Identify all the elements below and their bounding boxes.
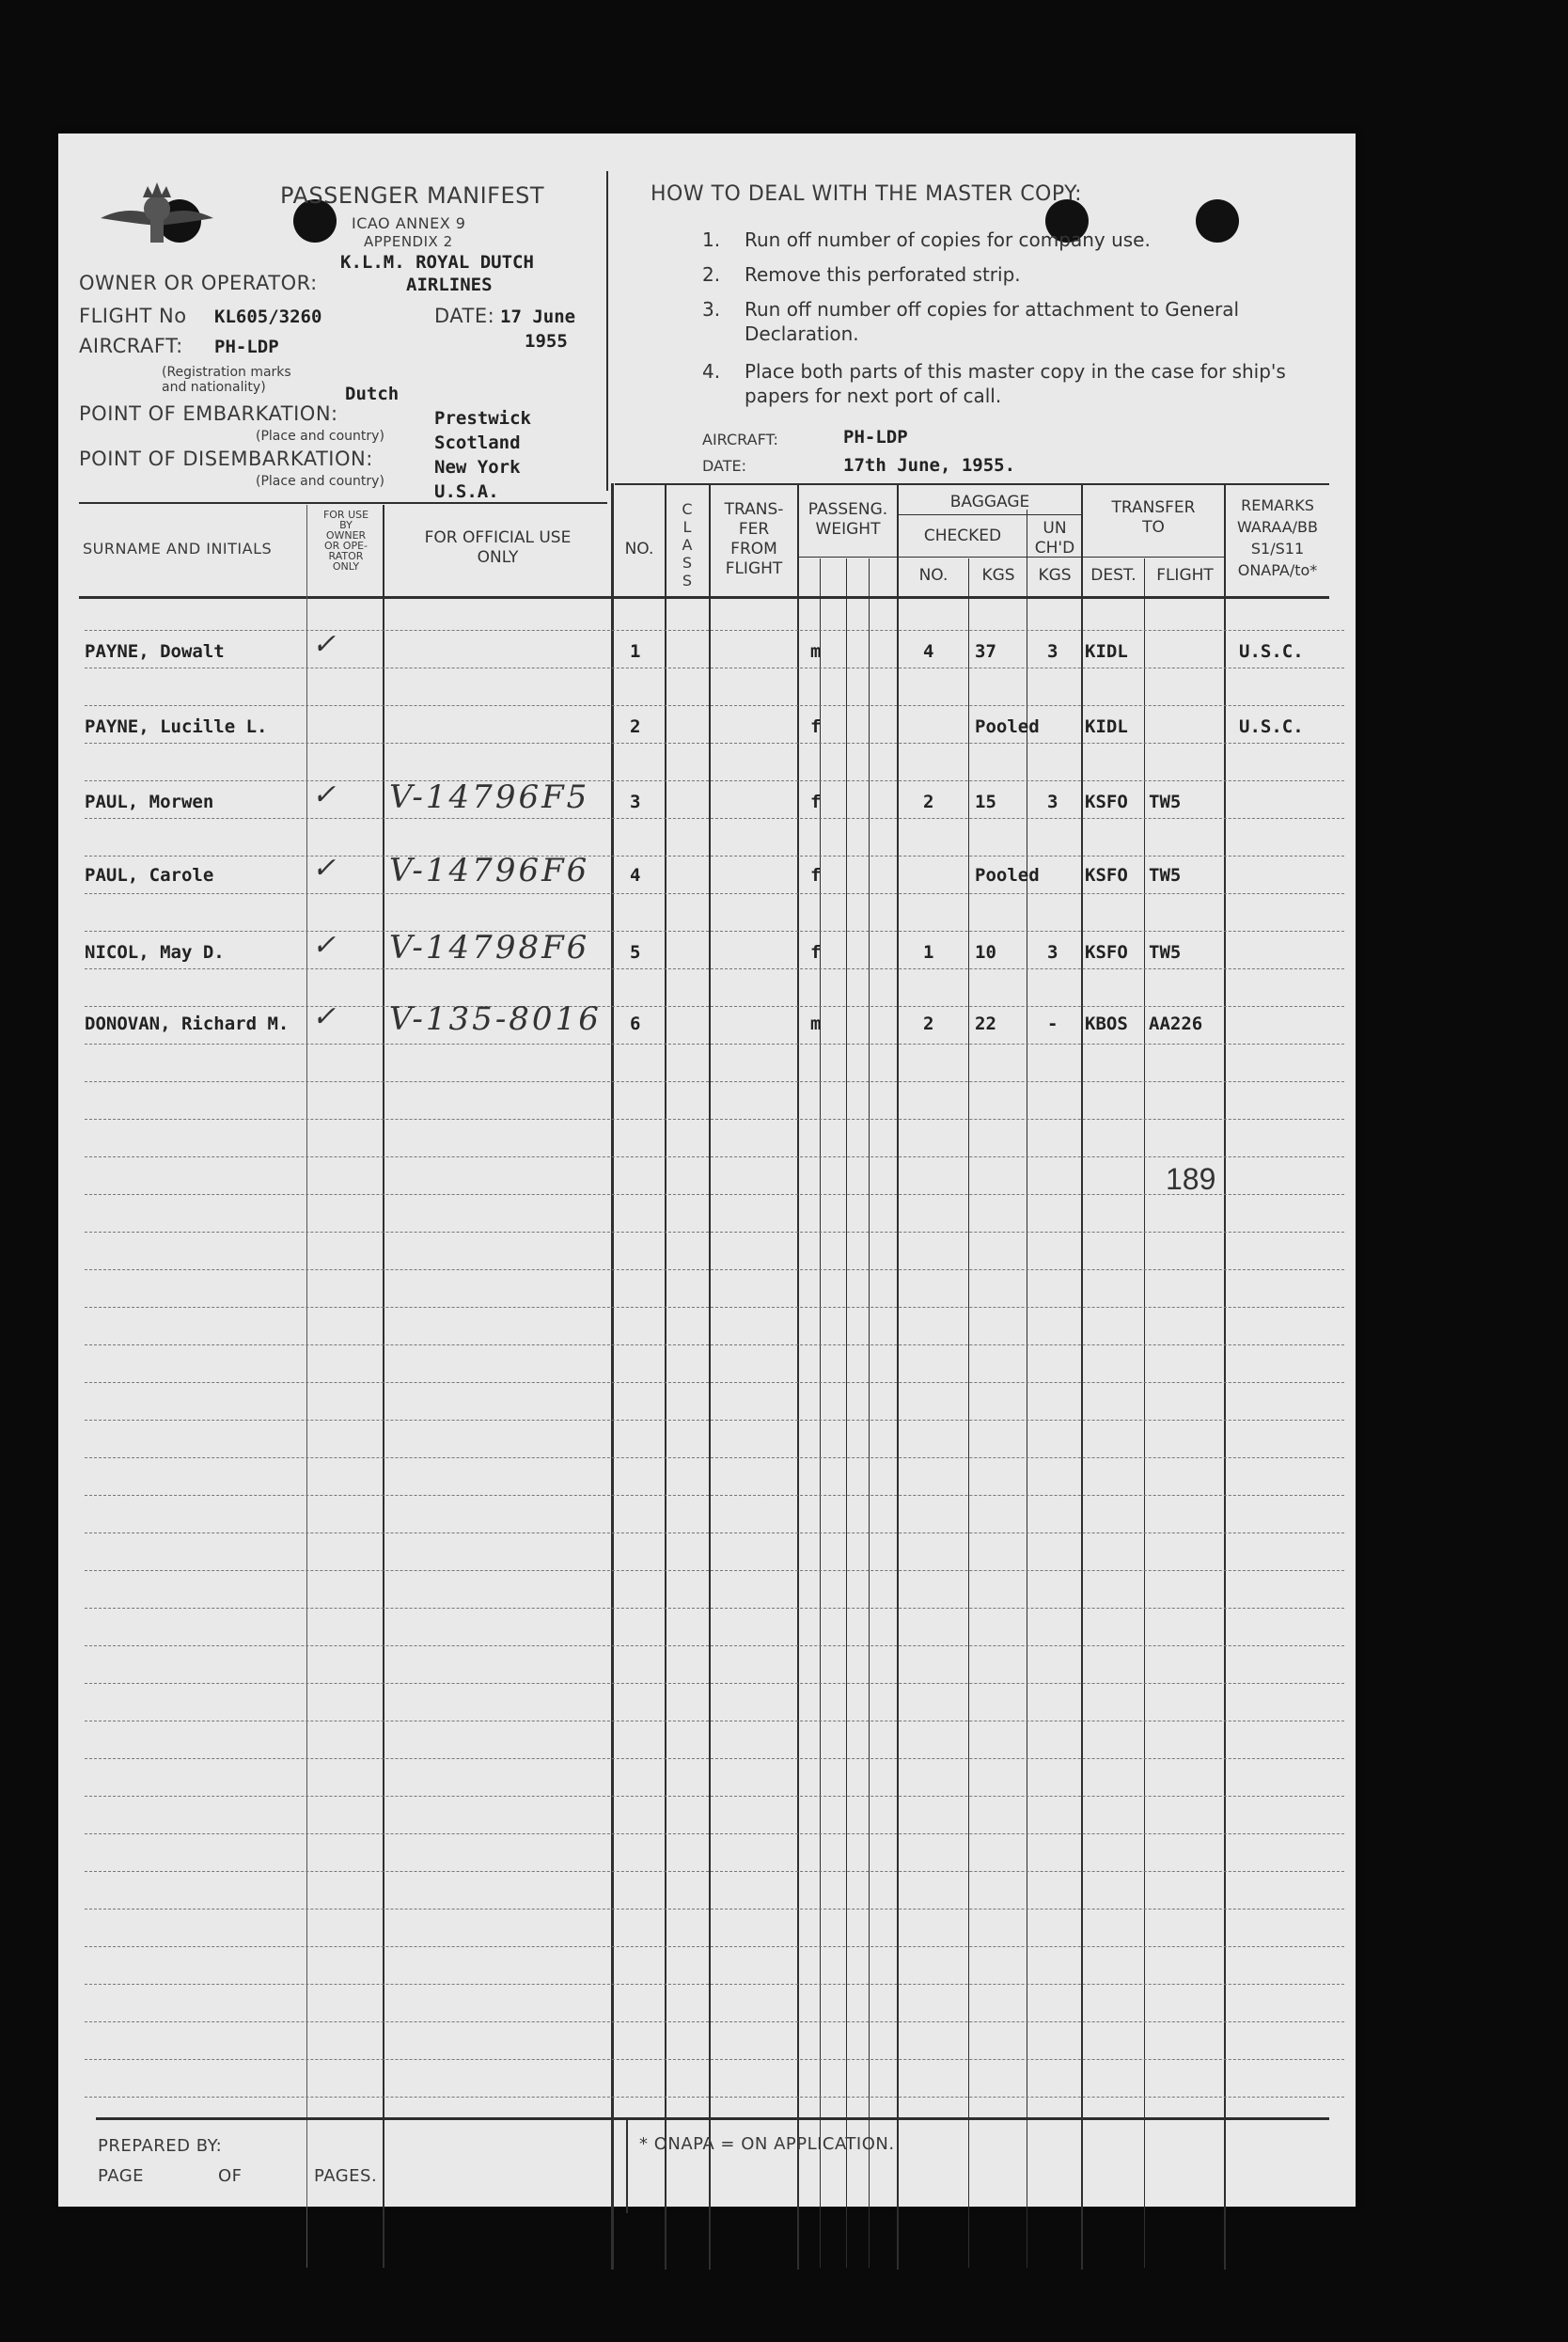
registration-note-2: and nationality)	[162, 380, 266, 395]
nationality-value: Dutch	[345, 384, 400, 404]
cell-flight: AA226	[1149, 1014, 1203, 1034]
instruction-number: 2.	[702, 263, 721, 286]
col-class-letter: L	[682, 518, 692, 536]
subcol-line	[869, 558, 870, 2268]
col-transfer-from-line: TRANS-	[724, 500, 784, 519]
cell-unchd: -	[1047, 1014, 1058, 1034]
col-flight: FLIGHT	[1156, 566, 1214, 585]
col-line	[1224, 483, 1226, 2270]
column-header-rule	[79, 596, 1329, 599]
col-remarks-line: S1/S11	[1250, 540, 1305, 558]
cell-name: PAYNE, Dowalt	[85, 641, 225, 662]
subtitle-appendix: APPENDIX 2	[364, 233, 453, 250]
cell-weight: f	[810, 716, 822, 737]
col-surname: SURNAME AND INITIALS	[83, 540, 273, 558]
cell-weight: f	[810, 865, 822, 886]
disembarkation-note: (Place and country)	[256, 474, 384, 489]
col-remarks-line: WARAA/BB	[1236, 518, 1319, 536]
subcol-line	[846, 558, 847, 2268]
cell-kgs: Pooled	[975, 716, 1040, 737]
cell-no: 5	[630, 942, 641, 963]
registration-note-1: (Registration marks	[162, 365, 291, 380]
row-rule	[85, 1119, 1344, 1120]
row-rule	[85, 931, 1344, 932]
col-line	[897, 483, 899, 2270]
cell-kgs: 37	[975, 641, 996, 662]
col-remarks-line: REMARKS	[1241, 496, 1314, 514]
disembarkation-value-2: U.S.A.	[434, 481, 499, 502]
cell-check: ✓	[312, 628, 339, 661]
col-class-letter: C	[682, 500, 693, 518]
col-unchd-line: UN	[1043, 519, 1067, 538]
row-rule	[85, 1382, 1344, 1383]
instr-aircraft-label: AIRCRAFT:	[702, 431, 778, 448]
col-remarks	[1226, 495, 1329, 581]
instruction-text: Place both parts of this master copy in the case for ship's	[745, 360, 1286, 383]
col-owner-use-line: ONLY	[332, 560, 360, 573]
aircraft-value: PH-LDP	[214, 337, 279, 357]
cell-remarks: U.S.C.	[1239, 716, 1304, 737]
row-rule	[85, 1344, 1344, 1345]
instr-date-value: 17th June, 1955.	[843, 455, 1016, 476]
cell-weight: f	[810, 792, 822, 812]
cell-bag-no: 4	[923, 641, 934, 662]
row-rule	[85, 1946, 1344, 1947]
owner-label: OWNER OR OPERATOR:	[79, 272, 318, 294]
col-owner-use-line: FOR USE	[322, 509, 369, 521]
instruction-text: Run off number of copies for company use.	[745, 228, 1151, 251]
instruction-number: 3.	[702, 298, 721, 321]
cell-check: ✓	[312, 778, 339, 811]
cell-dest: KIDL	[1085, 716, 1128, 737]
col-owner-use-line: BY	[339, 519, 353, 531]
subheader-rule	[799, 557, 897, 558]
row-rule	[85, 856, 1344, 857]
prepared-by-label: PREPARED BY:	[98, 2136, 223, 2156]
col-remarks-line: ONAPA/to*	[1237, 561, 1318, 579]
row-rule	[85, 630, 1344, 631]
col-class	[667, 500, 707, 589]
col-unchd-line: CH'D	[1034, 539, 1075, 558]
header-divider	[606, 171, 608, 491]
col-transfer-from-line: FLIGHT	[725, 559, 783, 578]
cell-name: DONOVAN, Richard M.	[85, 1014, 290, 1034]
row-rule	[85, 1269, 1344, 1270]
col-class-letter: S	[682, 554, 693, 572]
col-official-use-line: ONLY	[477, 548, 519, 567]
disembarkation-value-1: New York	[434, 457, 521, 478]
cell-flight: TW5	[1149, 942, 1182, 963]
cell-kgs: 15	[975, 792, 996, 812]
baggage-rule	[899, 514, 1081, 515]
row-rule	[85, 2021, 1344, 2022]
col-official-use-line: FOR OFFICIAL USE	[424, 528, 572, 547]
header-rule-right	[615, 483, 1329, 485]
row-rule	[85, 1044, 1344, 1045]
col-line	[797, 483, 799, 2270]
subcol-line	[968, 558, 969, 2268]
cell-kgs: 22	[975, 1014, 996, 1034]
cell-kgs: 10	[975, 942, 996, 963]
disembarkation-label: POINT OF DISEMBARKATION:	[79, 448, 373, 470]
pages-label: PAGES.	[314, 2166, 378, 2186]
cell-weight: m	[810, 1014, 822, 1034]
row-rule	[85, 968, 1344, 969]
date-value-1: 17 June	[500, 307, 576, 327]
instruction-number: 1.	[702, 228, 721, 251]
col-line	[306, 505, 307, 2268]
manifest-sheet	[58, 134, 1356, 2207]
cell-dest: KBOS	[1085, 1014, 1128, 1034]
col-unchd-kgs: KGS	[1038, 566, 1072, 585]
row-rule	[85, 1194, 1344, 1195]
flight-label: FLIGHT No	[79, 305, 187, 327]
row-rule	[85, 1232, 1344, 1233]
aircraft-label: AIRCRAFT:	[79, 335, 183, 357]
flight-value: KL605/3260	[214, 307, 322, 327]
date-label: DATE:	[434, 305, 495, 327]
col-checked: CHECKED	[923, 527, 1002, 545]
col-no: NO.	[624, 540, 654, 558]
row-rule	[85, 818, 1344, 819]
col-passeng-weight-line: WEIGHT	[815, 520, 881, 539]
col-owner-use-line: OWNER	[325, 529, 367, 542]
instruction-text-2: Declaration.	[745, 322, 859, 345]
row-rule	[85, 780, 1344, 781]
instruction-text: Remove this perforated strip.	[745, 263, 1021, 286]
cell-check: ✓	[312, 929, 339, 962]
cell-no: 6	[630, 1014, 641, 1034]
row-rule	[85, 1871, 1344, 1872]
embarkation-value-1: Prestwick	[434, 408, 531, 429]
page-label: PAGE	[98, 2166, 145, 2186]
embarkation-label: POINT OF EMBARKATION:	[79, 402, 338, 425]
header-rule-left	[79, 502, 607, 504]
subcol-line	[1144, 558, 1145, 2268]
cell-official: V-14796F6	[389, 852, 590, 889]
instructions-title: HOW TO DEAL WITH THE MASTER COPY:	[651, 182, 1083, 206]
cell-weight: m	[810, 641, 822, 662]
col-class-letter: A	[682, 536, 693, 554]
cell-no: 2	[630, 716, 641, 737]
col-line	[1081, 483, 1083, 2270]
punch-hole	[1196, 199, 1239, 243]
col-passeng-weight	[799, 500, 897, 540]
row-rule	[85, 743, 1344, 744]
row-rule	[85, 1608, 1344, 1609]
cell-flight: TW5	[1149, 792, 1182, 812]
cell-no: 4	[630, 865, 641, 886]
row-rule	[85, 1457, 1344, 1458]
row-rule	[85, 1796, 1344, 1797]
col-dest: DEST.	[1090, 566, 1137, 585]
klm-crown-logo	[96, 181, 218, 256]
cell-bag-no: 1	[923, 942, 934, 963]
stamp-number: 189	[1166, 1162, 1216, 1196]
col-class-letter: S	[682, 572, 693, 589]
onapa-note: * ONAPA = ON APPLICATION.	[639, 2134, 895, 2154]
manifest-title: PASSENGER MANIFEST	[280, 182, 545, 209]
instruction-item	[702, 262, 1021, 287]
cell-check: ✓	[312, 1000, 339, 1033]
row-rule	[85, 2059, 1344, 2060]
cell-no: 1	[630, 641, 641, 662]
cell-kgs: Pooled	[975, 865, 1040, 886]
cell-remarks: U.S.C.	[1239, 641, 1304, 662]
cell-bag-no: 2	[923, 1014, 934, 1034]
col-baggage: BAGGAGE	[949, 493, 1030, 511]
subtitle-annex: ICAO ANNEX 9	[352, 214, 466, 232]
col-unchd	[1028, 519, 1081, 558]
col-owner-use	[310, 510, 382, 572]
col-kgs: KGS	[981, 566, 1015, 585]
embarkation-value-2: Scotland	[434, 432, 521, 453]
cell-dest: KIDL	[1085, 641, 1128, 662]
col-line	[709, 483, 711, 2270]
row-rule	[85, 1006, 1344, 1007]
col-bag-no: NO.	[918, 566, 949, 585]
col-official-use	[387, 528, 608, 568]
cell-no: 3	[630, 792, 641, 812]
cell-flight: TW5	[1149, 865, 1182, 886]
row-rule	[85, 1420, 1344, 1421]
row-rule	[85, 1909, 1344, 1910]
col-line	[611, 483, 614, 2270]
col-passeng-weight-line: PASSENG.	[808, 500, 888, 519]
footer-divider	[626, 2119, 628, 2213]
instruction-text-2: papers for next port of call.	[745, 385, 1002, 407]
cell-bag-no: 2	[923, 792, 934, 812]
instruction-item	[702, 359, 1286, 407]
cell-name: PAUL, Carole	[85, 865, 214, 886]
cell-dest: KSFO	[1085, 865, 1128, 886]
date-value-2: 1955	[525, 331, 568, 352]
col-transfer-from-line: FROM	[730, 540, 777, 558]
instr-aircraft-value: PH-LDP	[843, 427, 908, 448]
row-rule	[85, 2097, 1344, 2098]
cell-official: V-135-8016	[389, 1000, 602, 1038]
cell-unchd: 3	[1047, 792, 1058, 812]
cell-unchd: 3	[1047, 942, 1058, 963]
col-owner-use-line: OR OPE-	[323, 540, 368, 552]
row-rule	[85, 1570, 1344, 1571]
embarkation-note: (Place and country)	[256, 429, 384, 444]
cell-dest: KSFO	[1085, 942, 1128, 963]
subcol-line	[820, 558, 821, 2268]
row-rule	[85, 1984, 1344, 1985]
instruction-item	[702, 228, 1151, 252]
cell-check: ✓	[312, 852, 339, 885]
cell-name: PAYNE, Lucille L.	[85, 716, 268, 737]
row-rule	[85, 1758, 1344, 1759]
row-rule	[85, 1833, 1344, 1834]
col-owner-use-line: RATOR	[328, 550, 364, 562]
col-transfer-to-line: TRANSFER	[1111, 498, 1196, 517]
row-rule	[85, 893, 1344, 894]
owner-value-1: K.L.M. ROYAL DUTCH	[340, 252, 534, 273]
cell-official: V-14796F5	[389, 778, 590, 816]
col-transfer-to	[1083, 498, 1224, 538]
cell-name: NICOL, May D.	[85, 942, 225, 963]
instruction-number: 4.	[702, 360, 721, 383]
instruction-item	[702, 297, 1240, 345]
row-rule	[85, 1156, 1344, 1157]
owner-value-2: AIRLINES	[406, 275, 493, 295]
col-line	[383, 505, 384, 2268]
row-rule	[85, 1645, 1344, 1646]
cell-unchd: 3	[1047, 641, 1058, 662]
row-rule	[85, 1307, 1344, 1308]
cell-weight: f	[810, 942, 822, 963]
instr-date-label: DATE:	[702, 457, 747, 475]
of-label: OF	[218, 2166, 243, 2186]
row-rule	[85, 1683, 1344, 1684]
footer-rule	[96, 2117, 1329, 2120]
row-rule	[85, 1495, 1344, 1496]
col-transfer-from	[711, 500, 797, 579]
row-rule	[85, 1081, 1344, 1082]
cell-official: V-14798F6	[389, 929, 590, 967]
col-transfer-from-line: FER	[738, 520, 770, 539]
col-transfer-to-line: TO	[1142, 518, 1165, 537]
row-rule	[85, 705, 1344, 706]
cell-name: PAUL, Morwen	[85, 792, 214, 812]
col-line	[665, 483, 666, 2270]
cell-dest: KSFO	[1085, 792, 1128, 812]
instruction-text: Run off number off copies for attachment to General	[745, 298, 1240, 321]
